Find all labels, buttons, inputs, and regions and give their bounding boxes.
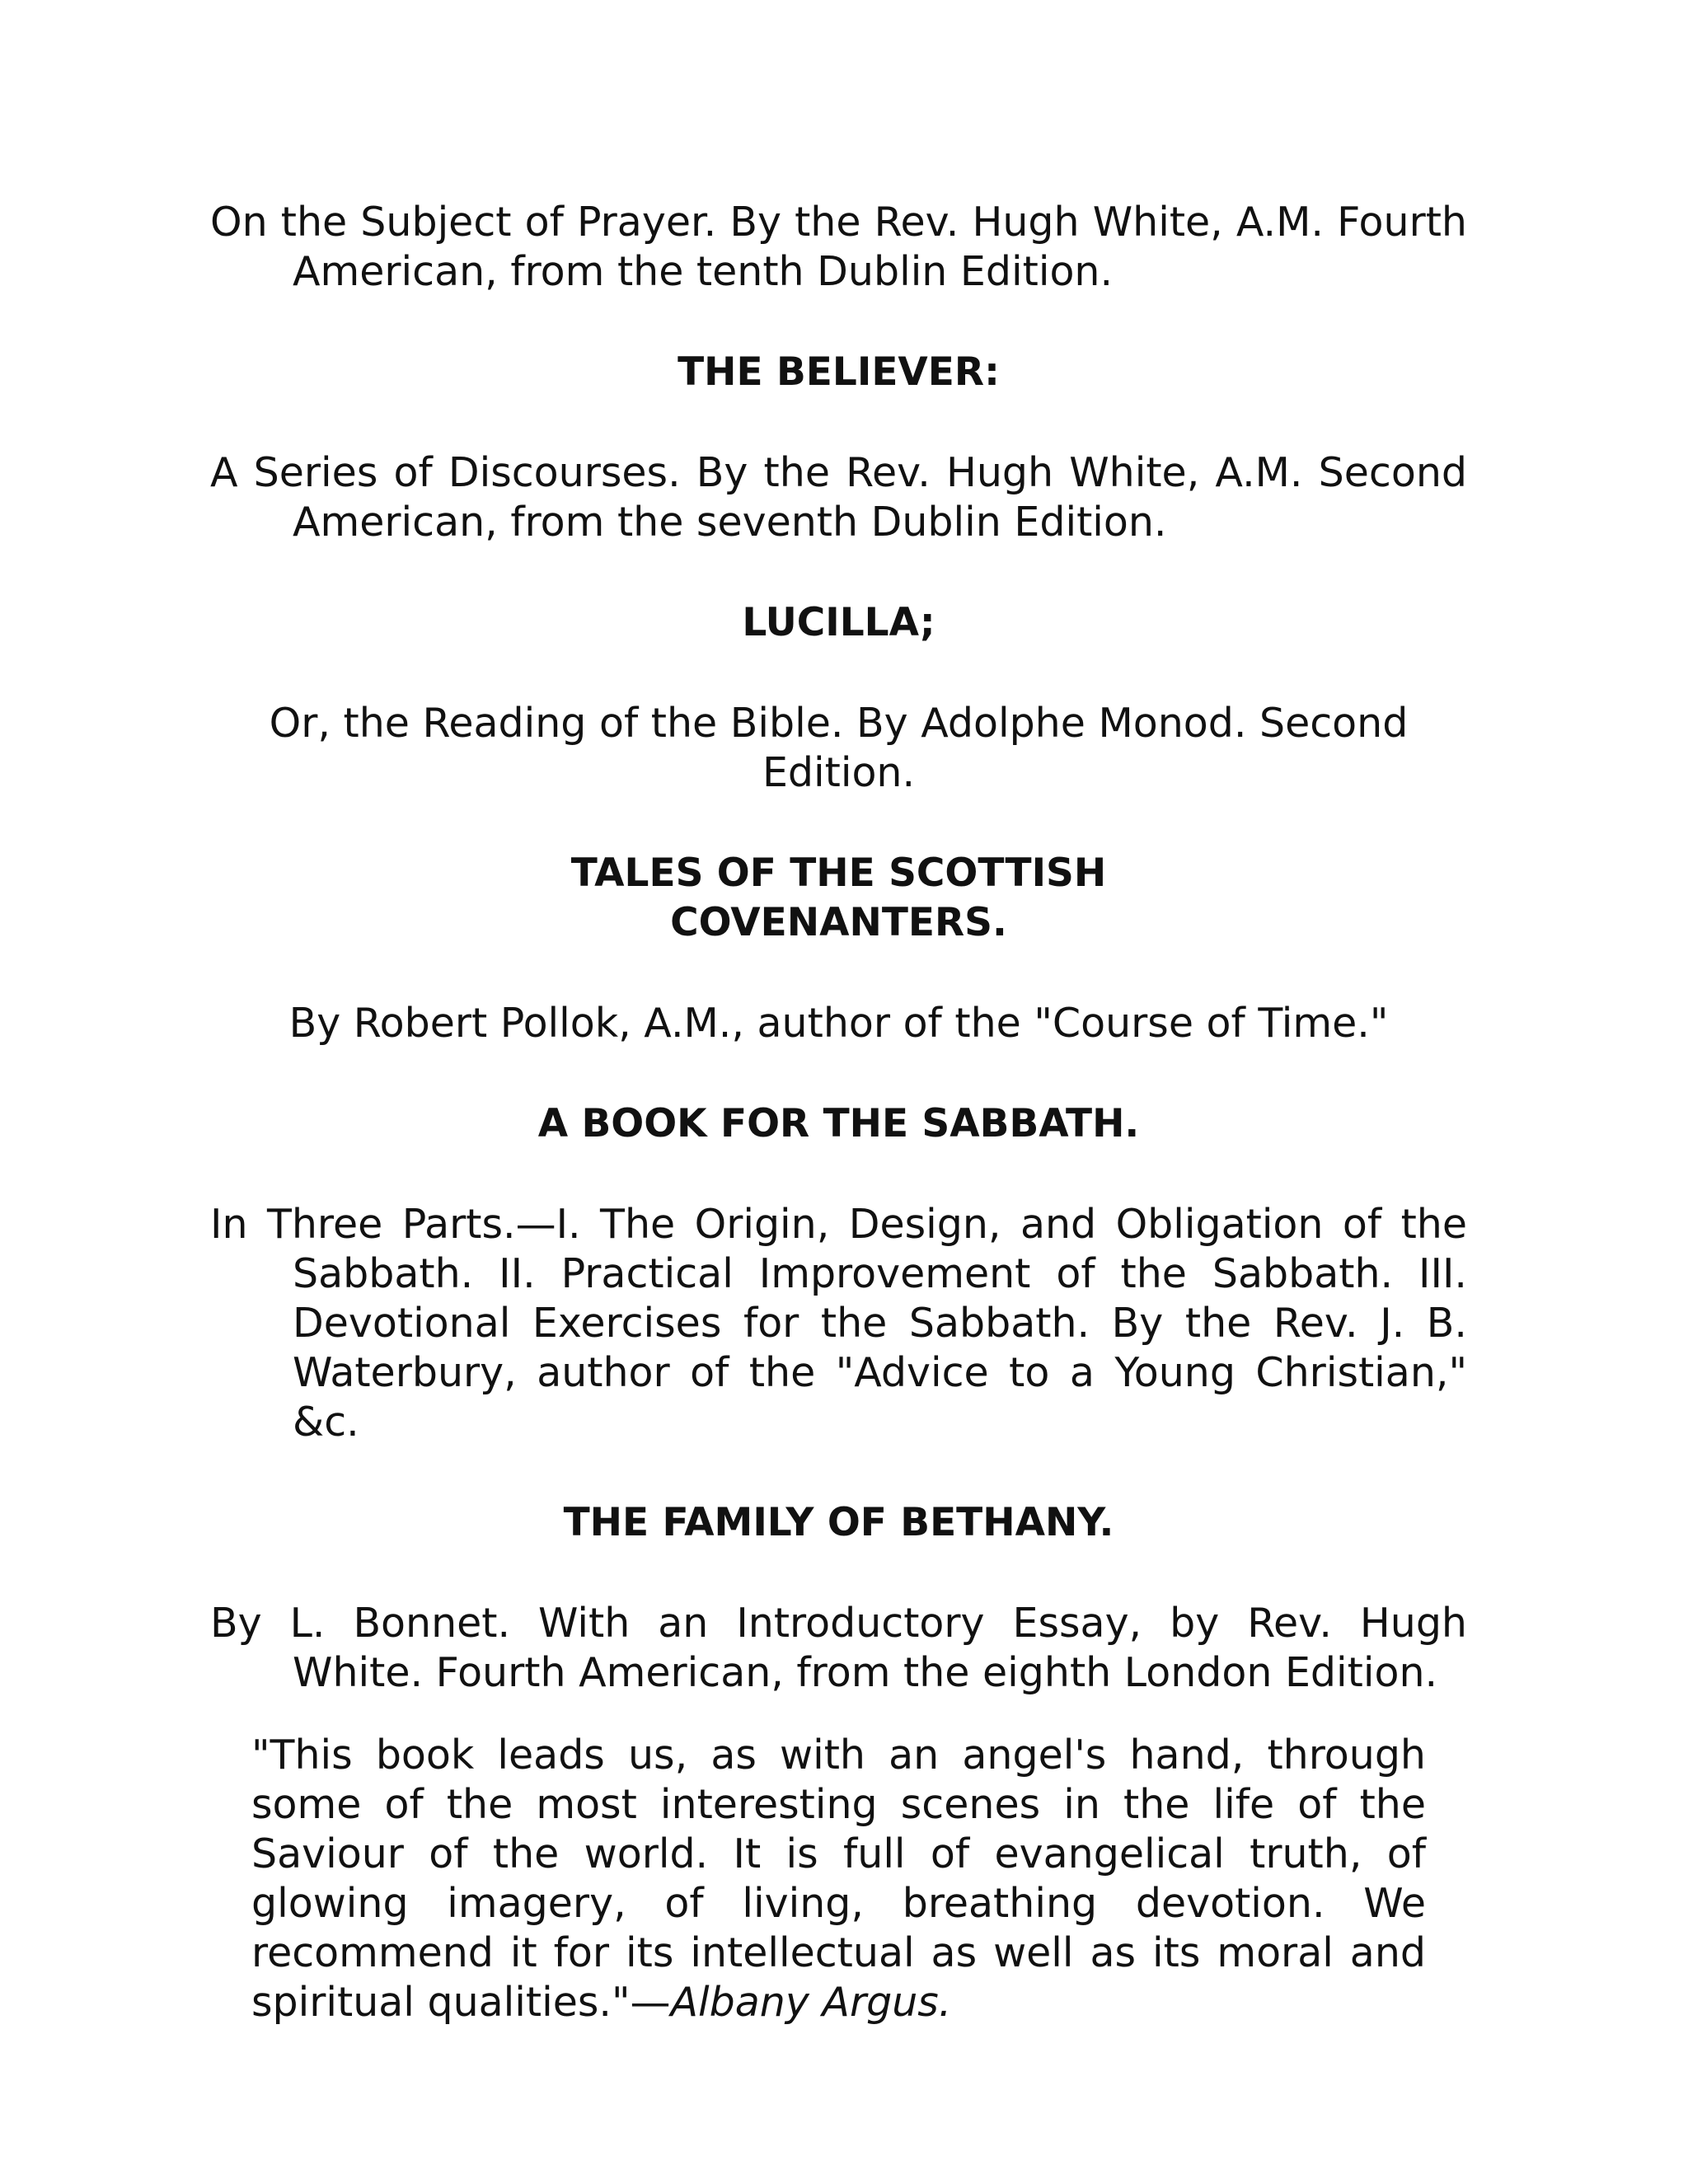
bethany-description: By L. Bonnet. With an Introductory Essay, by Rev. Hugh White. Fourth American, from the eighth London Edition. (210, 1600, 1467, 1696)
believer-description: A Series of Discourses. By the Rev. Hugh White, A.M. Second American, from the seventh Dublin Edition. (210, 449, 1467, 546)
sabbath-description: In Three Parts.—I. The Origin, Design, and Obligation of the Sabbath. II. Practical Improvement of the Sabbath. III. Devotional Exercises for the Sabbath. By the Rev. J. B. Waterbury, author of the "Advice to a Young Christian," &c. (210, 1201, 1467, 1446)
bethany-review-quote (251, 1731, 1426, 2027)
tales-title (210, 849, 1467, 948)
lucilla-description: Or, the Reading of the Bible. By Adolphe Monod. Second Edition. (269, 700, 1409, 796)
document-page (210, 198, 1467, 2027)
sabbath-title: A BOOK FOR THE SABBATH. (537, 1101, 1140, 1146)
quote-source: Albany Argus. (670, 1979, 952, 2026)
tales-description: By Robert Pollok, A.M., author of the "Course of Time." (288, 1000, 1389, 1047)
bethany-title: THE FAMILY OF BETHANY. (563, 1500, 1114, 1545)
prayer-description: On the Subject of Prayer. By the Rev. Hugh White, A.M. Fourth American, from the tenth Dublin Edition. (210, 199, 1467, 295)
quote-text: "This book leads us, as with an angel's hand, through some of the most interesting scenes in the life of the Saviour of the world. It is full of evangelical truth, of glowing imagery, of living, breathing devotion. We recommend it for its intellectual as well as its moral and spiritual qualities."— (251, 1732, 1426, 2026)
lucilla-title: LUCILLA; (742, 600, 935, 645)
tales-title-line-2: COVENANTERS. (670, 900, 1007, 945)
tales-title-line-1: TALES OF THE SCOTTISH (570, 851, 1107, 896)
believer-title: THE BELIEVER: (678, 349, 1000, 395)
